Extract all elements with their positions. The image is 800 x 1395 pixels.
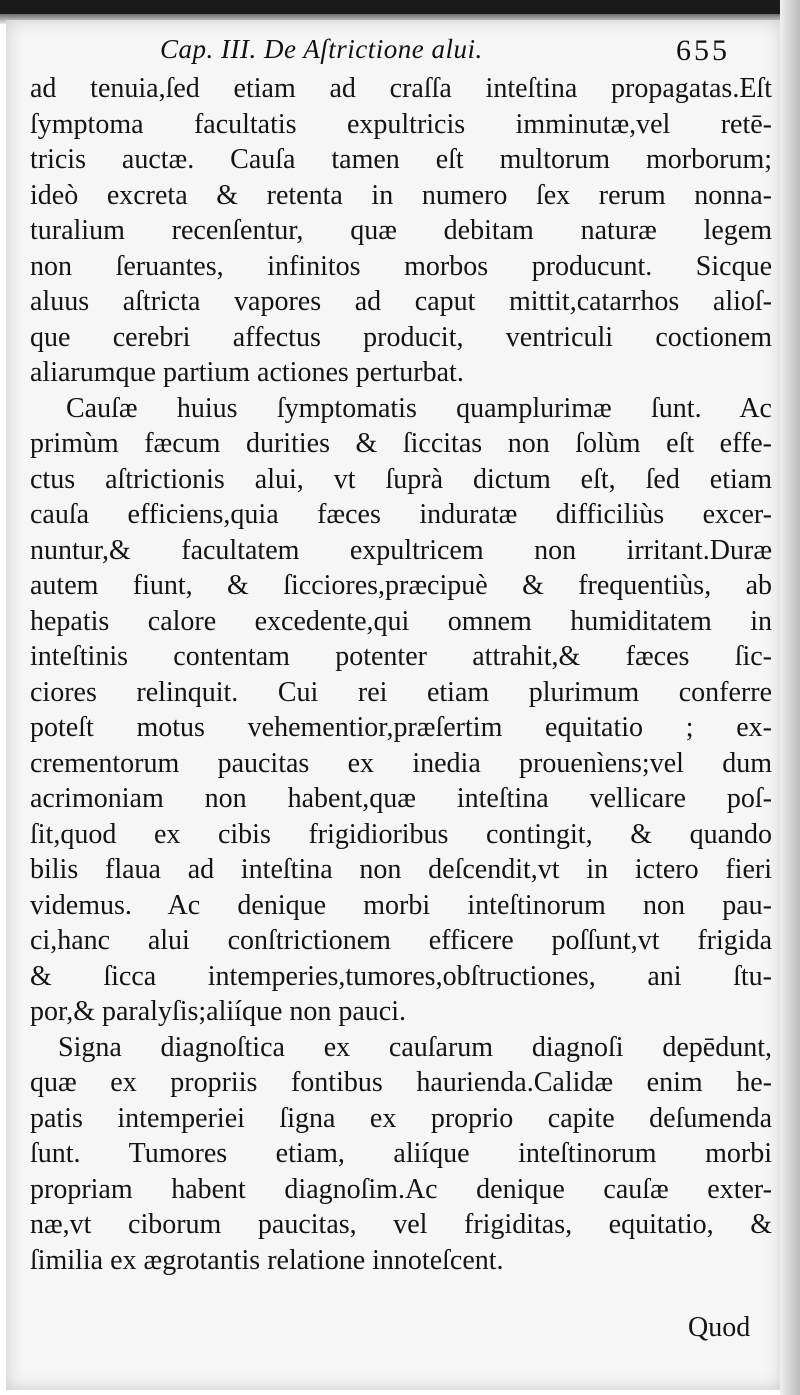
text-line: turalium recenſentur, quæ debitam naturæ legem (30, 215, 772, 246)
text-line: por,& paralyſis;aliíque non pauci. (30, 996, 407, 1027)
text-line: crementorum paucitas ex inedia prouenìens;vel dum (30, 747, 772, 779)
text-line: aliarumque partium actiones perturbat. (30, 357, 464, 388)
page-gutter-shadow (780, 0, 800, 1395)
text-line: ideò excreta & retenta in numero ſex rerum nonna- (30, 179, 772, 211)
text-line: & ſicca intemperies,tumores,obſtructiones, ani ſtu- (30, 960, 772, 992)
running-head: Cap. III. De Aſtrictione alui. (160, 34, 483, 64)
body-text (30, 71, 772, 1278)
text-line: inteſtinis contentam potenter attrahit,& fæces ſic- (30, 641, 772, 672)
text-line: non ſeruantes, infinitos morbos producunt. Sicque (30, 250, 772, 282)
text-line: videmus. Ac denique morbi inteſtinorum non pau- (30, 889, 772, 921)
text-line: ſymptoma facultatis expultricis imminutæ,vel retē- (30, 108, 772, 140)
text-line: quæ ex propriis fontibus haurienda.Calidæ enim he- (30, 1067, 772, 1098)
text-line: næ,vt ciborum paucitas, vel frigiditas, equitatio, & (30, 1209, 772, 1240)
text-line: ctus aſtrictionis alui, vt ſuprà dictum eſt, ſed etiam (30, 463, 772, 495)
catchword: Quod (688, 1312, 751, 1343)
text-line: nuntur,& facultatem expultricem non irritant.Duræ (30, 534, 772, 566)
text-line: Cauſæ huius ſymptomatis quamplurimæ ſunt. Ac (66, 392, 772, 424)
text-line: acrimoniam non habent,quæ inteſtina vellicare poſ- (30, 783, 772, 814)
text-line: ſunt. Tumores etiam, aliíque inteſtinorum morbi (30, 1138, 772, 1169)
text-line: ad tenuia,ſed etiam ad craſſa inteſtina propagatas.Eſt (30, 73, 772, 104)
page-number: 655 (676, 34, 730, 67)
scan-top-edge (0, 0, 800, 14)
text-line: tricis auctæ. Cauſa tamen eſt multorum morborum; (30, 144, 772, 175)
text-line: poteſt motus vehementior,præſertim equitatio ; ex- (30, 712, 772, 743)
text-line: ſit,quod ex cibis frigidioribus contingit, & quando (30, 818, 772, 850)
text-line: ci,hanc alui conſtrictionem efficere poſſunt,vt frigida (30, 925, 772, 956)
text-line: aluus aſtricta vapores ad caput mittit,catarrhos alioſ- (30, 286, 772, 317)
text-line: hepatis calore excedente,qui omnem humiditatem in (30, 605, 772, 637)
text-line: Signa diagnoſtica ex cauſarum diagnoſi depēdunt, (58, 1031, 772, 1063)
text-line: primùm fæcum durities & ſiccitas non ſolùm eſt effe- (30, 428, 772, 459)
text-line: cauſa efficiens,quia fæces induratæ difficiliùs excer- (30, 499, 772, 530)
text-line: propriam habent diagnoſim.Ac denique cauſæ exter- (30, 1173, 772, 1205)
text-line: patis intemperiei ſigna ex proprio capite deſumenda (30, 1102, 772, 1134)
text-line: autem fiunt, & ſicciores,præcipuè & frequentiùs, ab (30, 570, 772, 601)
text-line: ciores relinquit. Cui rei etiam plurimum conferre (30, 676, 772, 708)
text-line: ſimilia ex ægrotantis relatione innoteſcent. (30, 1244, 504, 1276)
text-line: que cerebri affectus producit, ventriculi coctionem (30, 321, 772, 353)
text-line: bilis flaua ad inteſtina non deſcendit,vt in ictero fieri (30, 854, 772, 885)
